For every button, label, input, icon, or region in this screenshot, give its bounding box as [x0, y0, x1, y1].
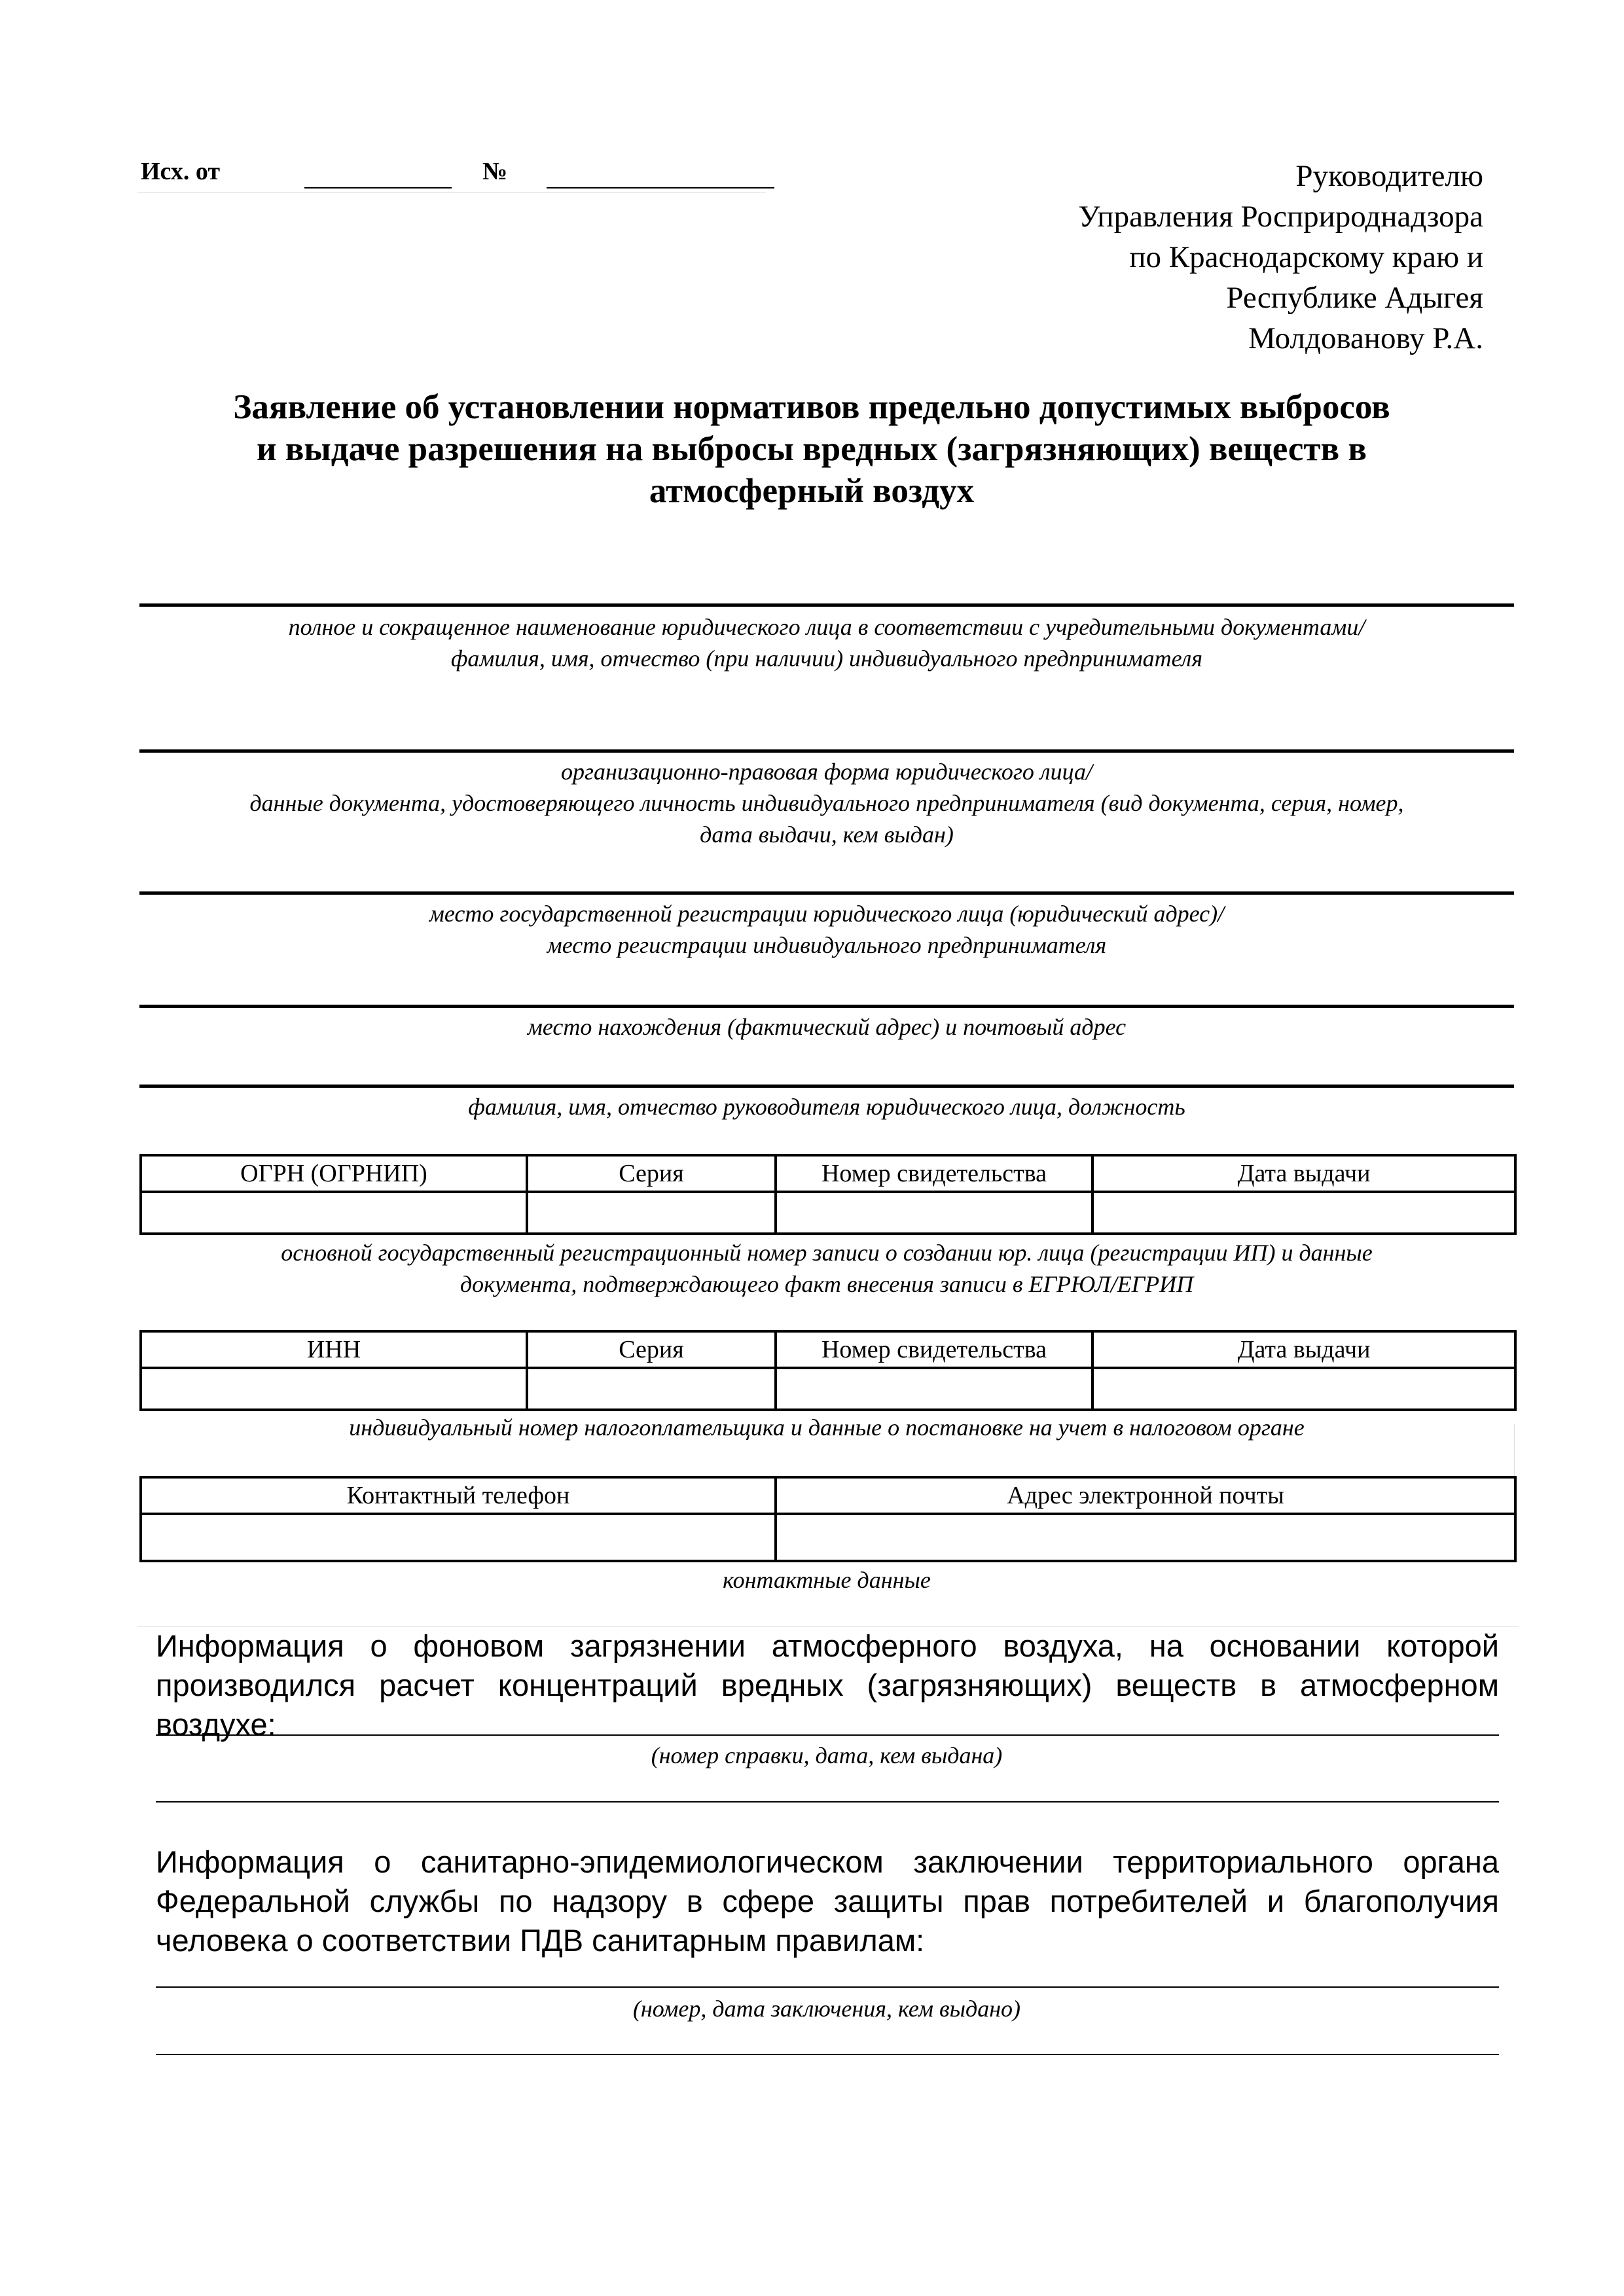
- location-field-line[interactable]: [139, 1005, 1514, 1008]
- issue-date-header: Дата выдачи: [1092, 1155, 1515, 1192]
- addressee-block: [894, 156, 1483, 359]
- ogrn-caption: [139, 1237, 1514, 1300]
- series-input-cell[interactable]: [527, 1192, 776, 1234]
- legal-form-caption: [139, 756, 1514, 850]
- caption-line: фамилия, имя, отчество (при наличии) индивидуального предпринимателя: [450, 645, 1203, 672]
- series-header: Серия: [527, 1155, 776, 1192]
- certificate-number-input-cell[interactable]: [776, 1192, 1092, 1234]
- table-value-row: [141, 1514, 1515, 1561]
- sanitary-info-text: Информация о санитарно-эпидемиологическом заключении территориального органа Федеральной службы по надзору в сфере защиты прав потребителей и благополучия человека о соответствии ПДВ санитарным правилам:: [156, 1844, 1499, 1958]
- background-info-text: Информация о фоновом загрязнении атмосферного воздуха, на основании которой производился расчет концентраций вредных (загрязняющих) веществ в атмосферном воздухе:: [156, 1628, 1499, 1742]
- name-field-caption: [139, 611, 1514, 674]
- ogrn-header: ОГРН (ОГРНИП): [141, 1155, 527, 1192]
- table-value-row: [141, 1192, 1515, 1234]
- title-line: и выдаче разрешения на выбросы вредных (загрязняющих) веществ в: [257, 430, 1367, 468]
- table-value-row: [141, 1368, 1515, 1410]
- background-info-field-line[interactable]: [156, 1734, 1499, 1736]
- phone-input-cell[interactable]: [141, 1514, 776, 1561]
- background-info-caption: (номер справки, дата, кем выдана): [651, 1742, 1003, 1768]
- outgoing-number-field[interactable]: [547, 187, 774, 188]
- legal-form-field-line[interactable]: [139, 749, 1514, 753]
- caption-line: документа, подтверждающего факт внесения записи в ЕГРЮЛ/ЕГРИП: [460, 1271, 1194, 1297]
- caption-line: место регистрации индивидуального предпринимателя: [547, 932, 1107, 958]
- ogrn-input-cell[interactable]: [141, 1192, 527, 1234]
- inn-input-cell[interactable]: [141, 1368, 527, 1410]
- document-title: [157, 386, 1466, 512]
- table-header-row: [141, 1331, 1515, 1368]
- table-header-row: [141, 1477, 1515, 1514]
- addressee-line: Республике Адыгея: [1226, 281, 1483, 315]
- inn-table: [139, 1330, 1517, 1411]
- ogrn-table: [139, 1154, 1517, 1235]
- issue-date-header: Дата выдачи: [1092, 1331, 1515, 1368]
- phone-header: Контактный телефон: [141, 1477, 776, 1514]
- email-input-cell[interactable]: [776, 1514, 1515, 1561]
- title-line: атмосферный воздух: [649, 472, 975, 510]
- inn-caption: индивидуальный номер налогоплательщика и данные о постановке на учет в налоговом органе: [349, 1414, 1305, 1441]
- certificate-number-input-cell[interactable]: [776, 1368, 1092, 1410]
- head-caption: фамилия, имя, отчество руководителя юридического лица, должность: [468, 1094, 1185, 1120]
- outgoing-date-label: Исх. от: [141, 158, 221, 185]
- caption-line: место государственной регистрации юридического лица (юридический адрес)/: [429, 901, 1225, 927]
- issue-date-input-cell[interactable]: [1092, 1192, 1515, 1234]
- registration-caption: [139, 898, 1514, 961]
- location-caption: место нахождения (фактический адрес) и почтовый адрес: [527, 1014, 1127, 1040]
- caption-line: основной государственный регистрационный номер записи о создании юр. лица (регистрации ИП) и данные: [281, 1240, 1373, 1266]
- caption-line: дата выдачи, кем выдан): [700, 821, 954, 848]
- name-field-line[interactable]: [139, 603, 1514, 607]
- contacts-table: [139, 1476, 1517, 1562]
- outgoing-date-field[interactable]: [304, 187, 452, 188]
- outgoing-number-label: №: [482, 158, 508, 185]
- addressee-line: Молдованову Р.А.: [1248, 321, 1483, 355]
- title-line: Заявление об установлении нормативов предельно допустимых выбросов: [233, 388, 1390, 426]
- inn-header: ИНН: [141, 1331, 527, 1368]
- sanitary-info-field-line[interactable]: [156, 1986, 1499, 1988]
- contacts-caption: контактные данные: [723, 1567, 931, 1593]
- caption-line: полное и сокращенное наименование юридического лица в соответствии с учредительными документами/: [288, 614, 1365, 640]
- email-header: Адрес электронной почты: [776, 1477, 1515, 1514]
- caption-line: организационно-правовая форма юридического лица/: [560, 759, 1093, 785]
- background-info-field-line-2[interactable]: [156, 1801, 1499, 1803]
- table-header-row: [141, 1155, 1515, 1192]
- certificate-number-header: Номер свидетельства: [776, 1331, 1092, 1368]
- sanitary-info-caption: (номер, дата заключения, кем выдано): [632, 1996, 1021, 2022]
- registration-field-line[interactable]: [139, 891, 1514, 895]
- addressee-line: по Краснодарскому краю и: [1129, 240, 1483, 274]
- sanitary-info-field-line-2[interactable]: [156, 2054, 1499, 2055]
- header-divider: [137, 192, 766, 193]
- series-input-cell[interactable]: [527, 1368, 776, 1410]
- addressee-line: Управления Росприроднадзора: [1078, 200, 1483, 234]
- addressee-line: Руководителю: [1295, 159, 1483, 193]
- issue-date-input-cell[interactable]: [1092, 1368, 1515, 1410]
- series-header: Серия: [527, 1331, 776, 1368]
- caption-line: данные документа, удостоверяющего личность индивидуального предпринимателя (вид документа, серия, номер,: [249, 790, 1404, 816]
- head-field-line[interactable]: [139, 1085, 1514, 1088]
- certificate-number-header: Номер свидетельства: [776, 1155, 1092, 1192]
